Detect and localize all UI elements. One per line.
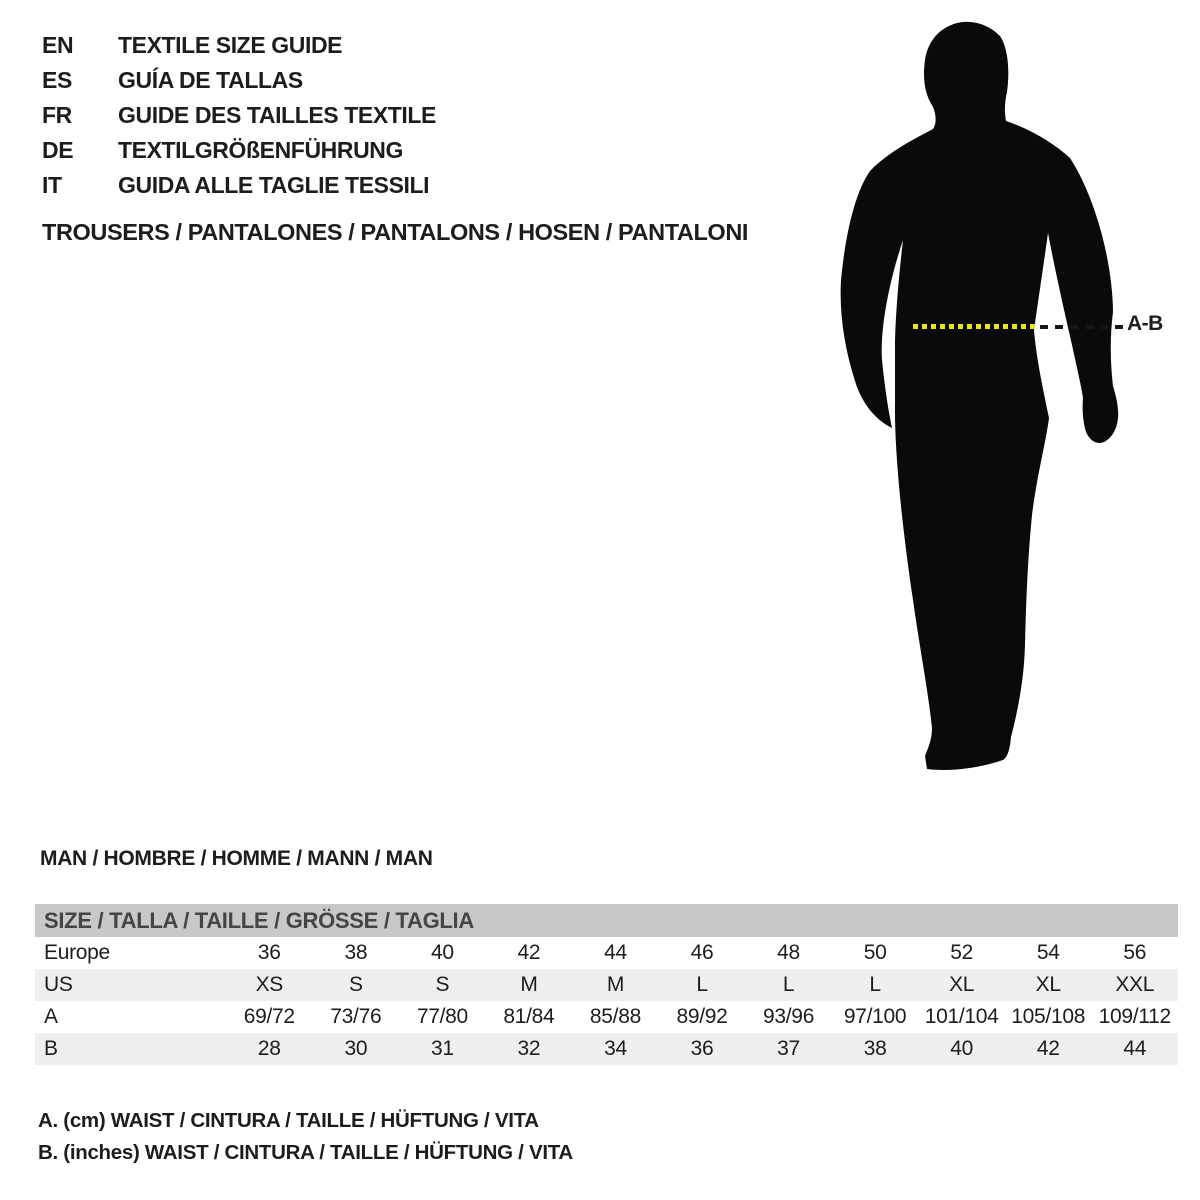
category-title: TROUSERS / PANTALONES / PANTALONS / HOSEN / PANTALONI [42,219,749,245]
table-cell: 34 [604,1037,627,1060]
table-cell: XXL [1115,973,1155,996]
waist-dotted-line [913,324,1035,329]
table-cell: 42 [1036,1037,1060,1060]
table-cell: 38 [863,1037,887,1060]
table-cell: S [435,973,450,996]
table-cell: 30 [344,1037,368,1060]
table-cell: 56 [1123,941,1147,964]
language-header [42,28,436,203]
lang-code: EN [42,32,74,58]
table-cell: S [348,973,363,996]
lang-code: IT [42,172,62,198]
row-label: Europe [44,941,110,964]
table-cell: 36 [690,1037,714,1060]
table-cell: 28 [257,1037,281,1060]
table-cell: 36 [257,941,281,964]
table-cell: 32 [517,1037,541,1060]
lang-code: DE [42,137,74,163]
lang-code: FR [42,102,72,128]
lang-row-de [42,133,436,168]
table-cell: 44 [604,941,627,964]
table-cell: 42 [517,941,541,964]
lang-label: GUIDA ALLE TAGLIE TESSILI [118,172,430,198]
table-cell: 81/84 [503,1005,555,1028]
table-cell: 31 [430,1037,454,1060]
table-cell: 46 [690,941,714,964]
table-row [35,1033,1178,1065]
table-header: SIZE / TALLA / TAILLE / GRÖSSE / TAGLIA [35,904,1178,937]
table-cell: 89/92 [676,1005,728,1028]
man-silhouette-path [841,22,1119,770]
row-label: A [44,1005,58,1028]
lang-row-it [42,168,436,203]
lang-label: GUÍA DE TALLAS [118,67,303,93]
table-cell: 97/100 [843,1005,907,1028]
row-label: B [44,1037,58,1060]
size-table [35,904,1178,1065]
table-cell: 40 [950,1037,974,1060]
table-cell: 101/104 [924,1005,999,1028]
table-cell: 109/112 [1098,1005,1171,1028]
lang-label: TEXTILGRÖßENFÜHRUNG [118,137,403,163]
table-cell: 54 [1036,941,1060,964]
section-title: MAN / HOMBRE / HOMME / MANN / MAN [40,847,433,870]
table-cell: 93/96 [763,1005,815,1028]
man-silhouette [820,0,1200,800]
table-cell: M [606,973,625,996]
measure-label-ab: A-B [1127,312,1163,335]
table-cell: 48 [777,941,800,964]
table-cell: 73/76 [330,1005,382,1028]
row-label: US [44,973,73,996]
lang-row-fr [42,98,436,133]
table-row [35,937,1178,969]
table-rows [35,937,1178,1065]
table-cell: 37 [777,1037,800,1060]
lang-label: GUIDE DES TAILLES TEXTILE [118,102,436,128]
table-cell: L [696,973,708,996]
footnote-inches: B. (inches) WAIST / CINTURA / TAILLE / HÜFTUNG / VITA [38,1141,573,1164]
table-cell: XS [255,973,283,996]
table-cell: 69/72 [243,1005,295,1028]
table-cell: 105/108 [1011,1005,1086,1028]
waist-dashed-line [1040,325,1124,329]
table-cell: 44 [1123,1037,1147,1060]
table-cell: M [520,973,538,996]
table-cell: 85/88 [589,1005,641,1028]
lang-label: TEXTILE SIZE GUIDE [118,32,343,58]
table-cell: L [782,973,795,996]
table-cell: XL [949,973,975,996]
table-cell: L [869,973,881,996]
table-cell: 50 [863,941,887,964]
table-cell: 52 [950,941,974,964]
lang-row-es [42,63,436,98]
table-cell: 38 [344,941,368,964]
footnote-cm: A. (cm) WAIST / CINTURA / TAILLE / HÜFTUNG / VITA [38,1109,539,1132]
table-cell: 40 [430,941,454,964]
table-cell: 77/80 [416,1005,468,1028]
table-cell: XL [1035,973,1061,996]
lang-row-en [42,28,436,63]
table-row [35,969,1178,1001]
lang-code: ES [42,67,72,93]
table-row [35,1001,1178,1033]
